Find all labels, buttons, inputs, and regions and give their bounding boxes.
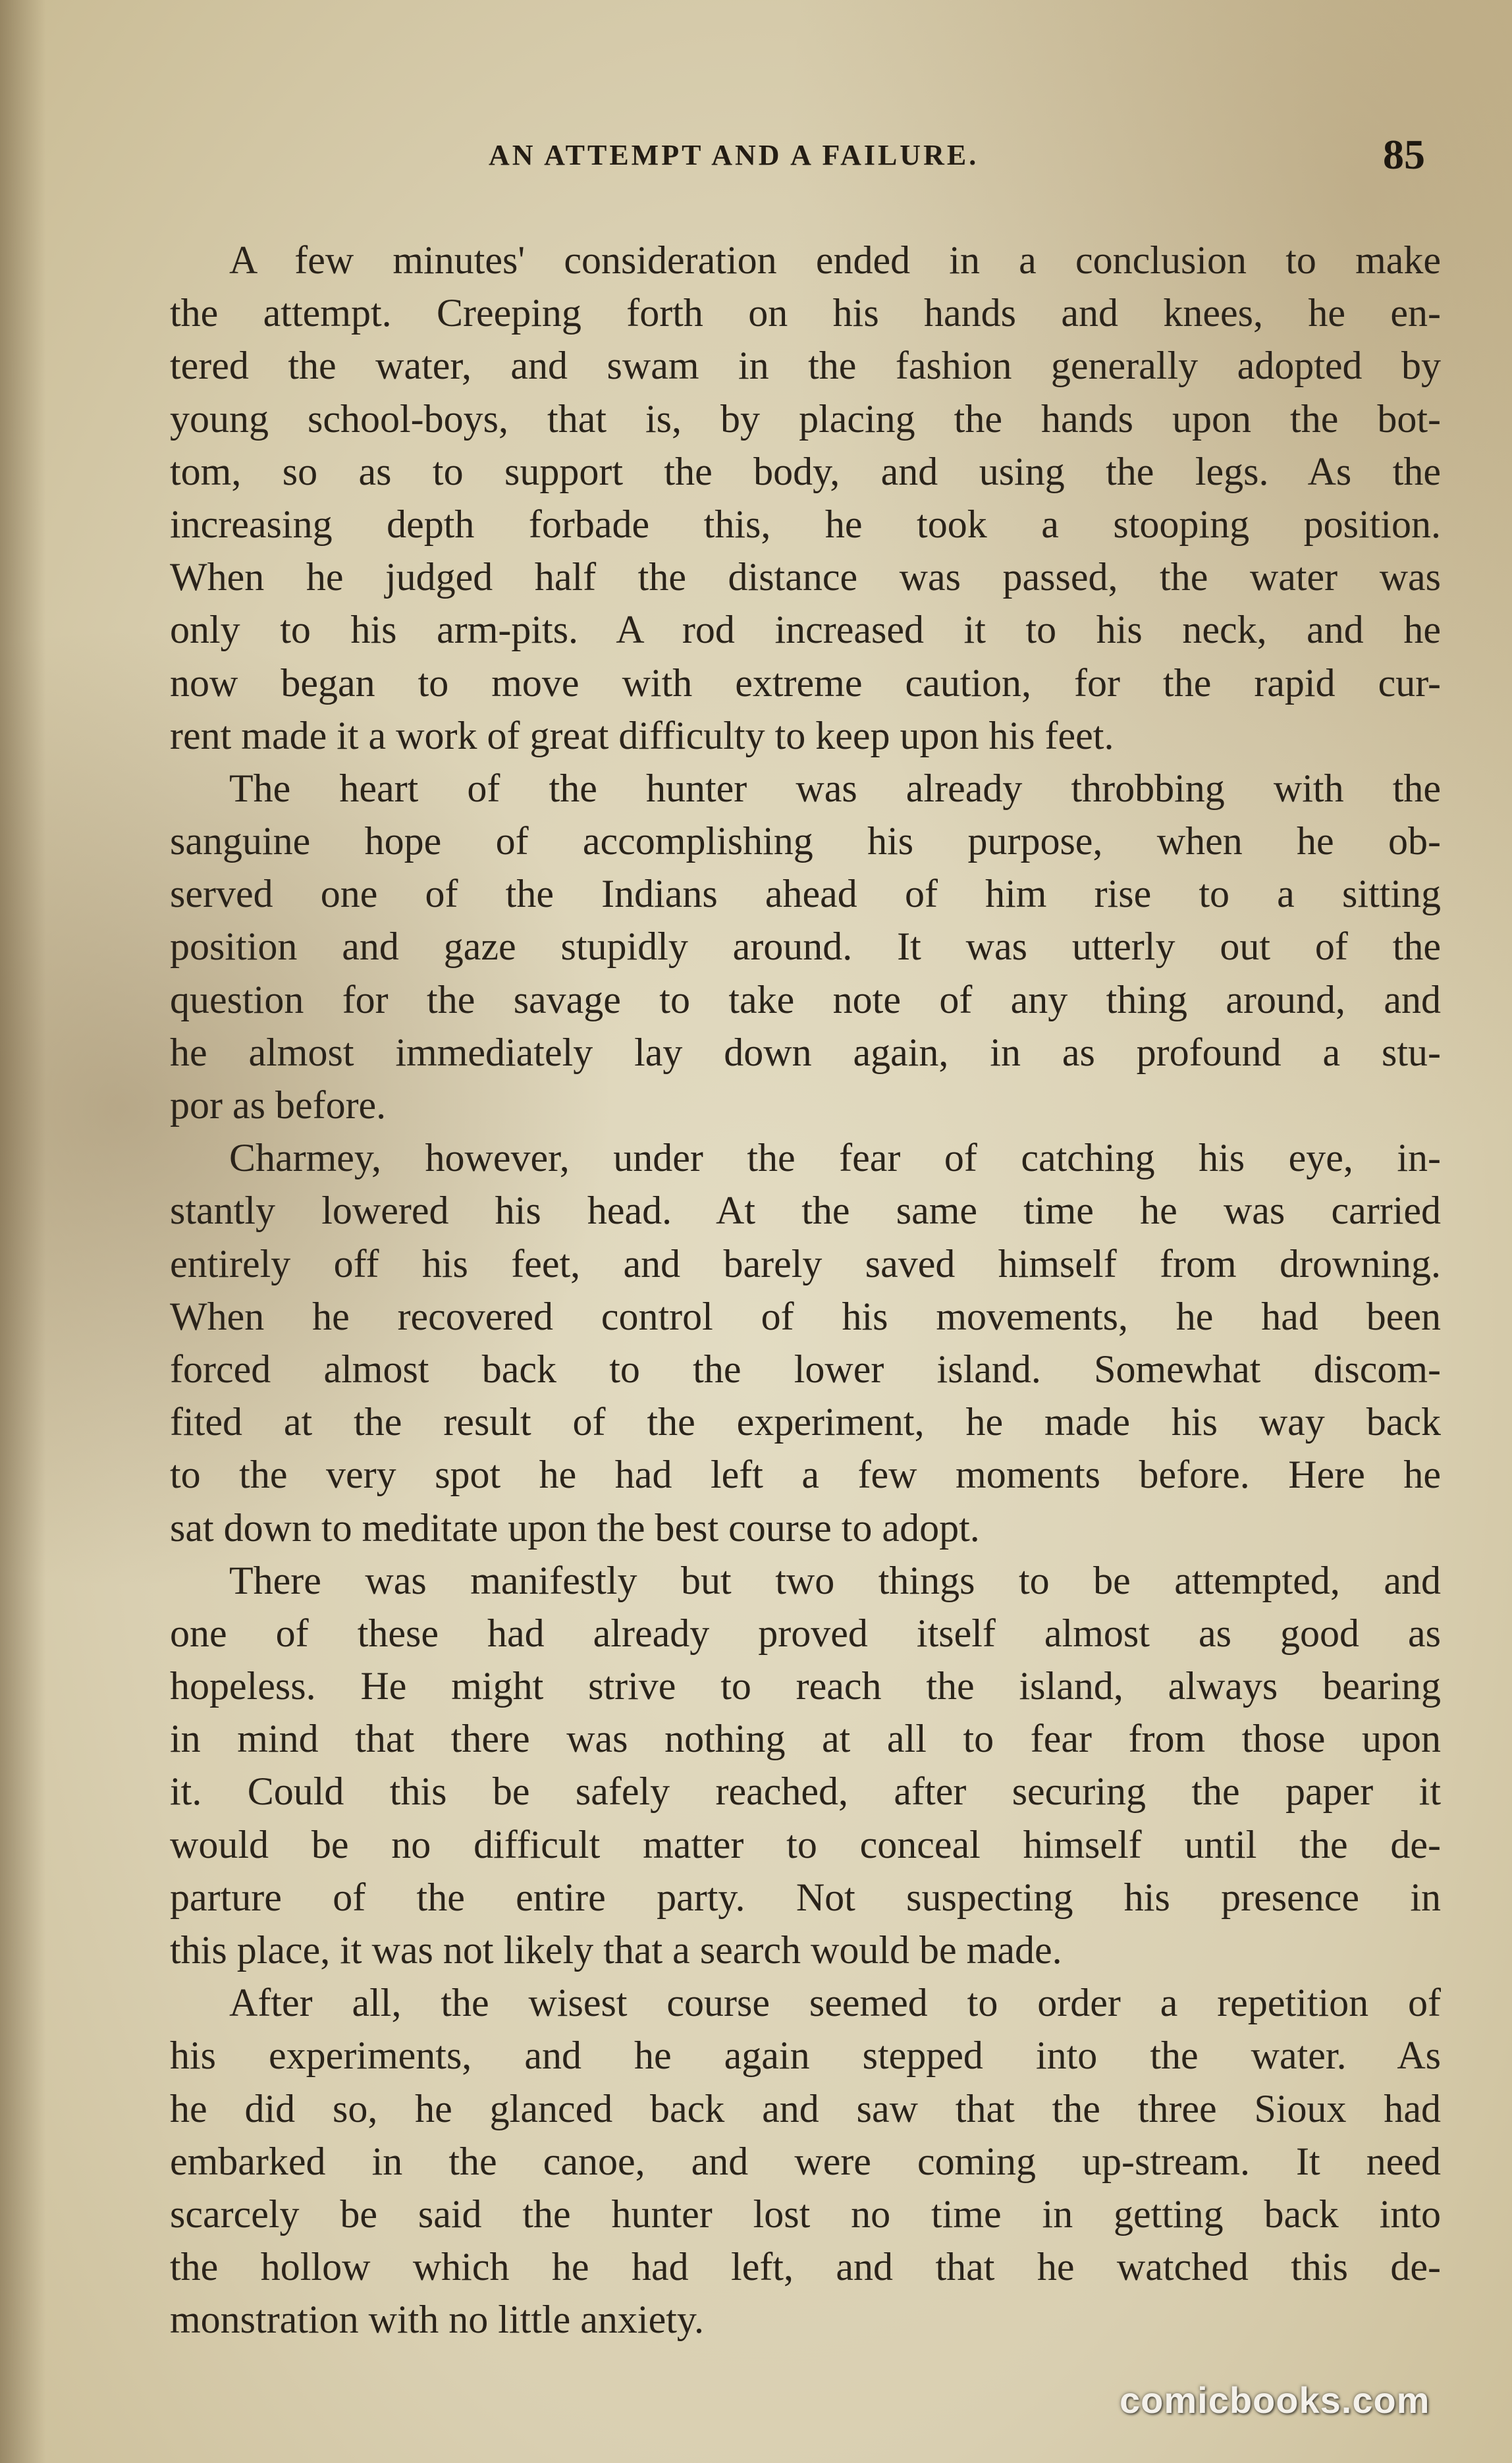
- text-line: monstration with no little anxiety.: [170, 2298, 704, 2342]
- body-text: [170, 234, 1441, 2346]
- text-line: scarcely be said the hunter lost no time in getting back into: [170, 2192, 1441, 2236]
- site-watermark: comicbooks.com: [1120, 2379, 1430, 2421]
- text-line: hopeless. He might strive to reach the island, always bearing: [170, 1664, 1441, 1708]
- text-line: served one of the Indians ahead of him rise to a sitting: [170, 872, 1441, 916]
- text-line: por as before.: [170, 1083, 387, 1127]
- text-line: he did so, he glanced back and saw that the three Sioux had: [170, 2086, 1441, 2130]
- text-line: to the very spot he had left a few moments before. Here he: [170, 1453, 1441, 1497]
- text-line: tered the water, and swam in the fashion generally adopted by: [170, 344, 1441, 388]
- text-line: fited at the result of the experiment, he made his way back: [170, 1400, 1441, 1444]
- text-line: sanguine hope of accomplishing his purpose, when he ob-: [170, 819, 1441, 863]
- text-line: now began to move with extreme caution, for the rapid cur-: [170, 661, 1441, 705]
- text-line: There was manifestly but two things to be attempted, and: [229, 1558, 1441, 1602]
- text-line: entirely off his feet, and barely saved himself from drowning.: [170, 1241, 1441, 1286]
- text-line: After all, the wisest course seemed to order a repetition of: [229, 1981, 1441, 2025]
- text-line: the hollow which he had left, and that he watched this de-: [170, 2245, 1441, 2289]
- text-line: parture of the entire party. Not suspecting his presence in: [170, 1875, 1441, 1919]
- text-line: tom, so as to support the body, and using the legs. As the: [170, 449, 1441, 493]
- text-line: one of these had already proved itself almost as good as: [170, 1611, 1441, 1655]
- text-line: position and gaze stupidly around. It was utterly out of the: [170, 925, 1441, 969]
- paragraph-1: [170, 234, 1441, 762]
- text-line: in mind that there was nothing at all to fear from those upon: [170, 1717, 1441, 1761]
- running-head: [0, 130, 1512, 183]
- text-line: stantly lowered his head. At the same time he was carried: [170, 1189, 1441, 1233]
- text-line: The heart of the hunter was already throbbing with the: [229, 766, 1441, 810]
- text-line: forced almost back to the lower island. Somewhat discom-: [170, 1347, 1441, 1391]
- text-line: Charmey, however, under the fear of catching his eye, in-: [229, 1136, 1441, 1180]
- text-line: rent made it a work of great difficulty to keep upon his feet.: [170, 713, 1114, 757]
- text-line: young school-boys, that is, by placing the hands upon the bot-: [170, 396, 1441, 441]
- text-line: only to his arm-pits. A rod increased it to his neck, and he: [170, 608, 1441, 652]
- paragraph-4: [170, 1554, 1441, 1977]
- text-line: When he judged half the distance was passed, the water was: [170, 555, 1441, 599]
- paragraph-2: [170, 762, 1441, 1131]
- text-line: the attempt. Creeping forth on his hands and knees, he en-: [170, 291, 1441, 335]
- text-line: it. Could this be safely reached, after securing the paper it: [170, 1770, 1441, 1814]
- text-line: When he recovered control of his movements, he had been: [170, 1294, 1441, 1338]
- text-line: would be no difficult matter to conceal himself until the de-: [170, 1822, 1441, 1866]
- text-line: A few minutes' consideration ended in a conclusion to make: [229, 238, 1441, 282]
- text-line: his experiments, and he again stepped into the water. As: [170, 2034, 1441, 2078]
- running-title: AN ATTEMPT AND A FAILURE.: [489, 139, 979, 171]
- paragraph-3: [170, 1131, 1441, 1554]
- text-line: sat down to meditate upon the best course to adopt.: [170, 1505, 980, 1550]
- paragraph-5: [170, 1976, 1441, 2346]
- text-line: this place, it was not likely that a search would be made.: [170, 1928, 1062, 1972]
- page-edge-shadow: [0, 0, 46, 2463]
- page-number: 85: [1383, 131, 1425, 178]
- text-line: increasing depth forbade this, he took a stooping position.: [170, 502, 1441, 546]
- text-line: embarked in the canoe, and were coming up-stream. It need: [170, 2139, 1441, 2183]
- text-line: he almost immediately lay down again, in as profound a stu-: [170, 1030, 1441, 1074]
- text-line: question for the savage to take note of any thing around, and: [170, 977, 1441, 1021]
